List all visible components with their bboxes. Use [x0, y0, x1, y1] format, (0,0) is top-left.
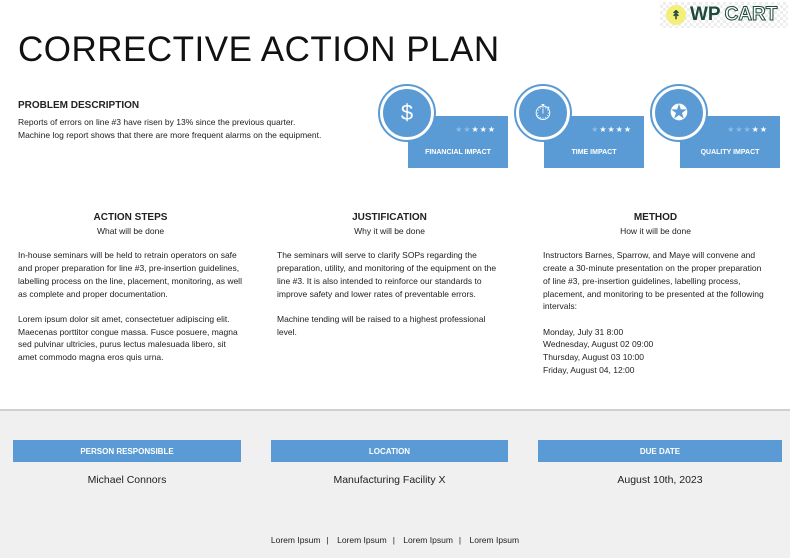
star-icon: ★: [479, 125, 488, 134]
star-icon: ★: [727, 125, 736, 134]
impact-rating: [591, 125, 632, 134]
logo-text-cart: CART: [724, 4, 778, 25]
footer-link[interactable]: Lorem Ipsum: [270, 535, 321, 545]
impact-rating: [455, 125, 496, 134]
person-responsible-value: Michael Connors: [87, 474, 167, 486]
column-paragraph: Machine tending will be raised to a highest professional level.: [277, 313, 486, 337]
impact-label: TIME IMPACT: [571, 149, 617, 156]
due-date-value: August 10th, 2023: [617, 474, 703, 486]
star-icon: ★: [471, 125, 480, 134]
star-icon: ★: [607, 125, 616, 134]
problem-text: [18, 116, 378, 142]
column-paragraph: Lorem ipsum dolor sit amet, consectetuer adipiscing elit. Maecenas porttitor congue massa. Fusce posuere, magna sed pulvinar ultricies, purus lectus malesuada libero, sit amet commodo magna eros quis urna.: [18, 313, 238, 363]
star-icon: ★: [743, 125, 752, 134]
impact-label: QUALITY IMPACT: [700, 149, 760, 156]
wpcart-logo: [660, 2, 788, 28]
column-title: METHOD: [633, 212, 678, 223]
star-icon: ★: [615, 125, 624, 134]
schedule-item: Wednesday, August 02 09:00: [543, 339, 654, 350]
footer-link[interactable]: Lorem Ipsum: [403, 535, 453, 545]
column-subtitle: Why it will be done: [354, 225, 425, 236]
star-icon: ★: [735, 125, 744, 134]
column-title: JUSTIFICATION: [352, 212, 427, 223]
stopwatch-icon: ⏱: [516, 86, 570, 140]
due-date-header: DUE DATE: [538, 440, 782, 462]
footer-links: Lorem Ipsum | Lorem Ipsum | Lorem Ipsum | Lorem Ipsum: [270, 535, 520, 545]
column-subtitle: What will be done: [96, 225, 165, 236]
location-header: LOCATION: [271, 440, 508, 462]
star-icon: ★: [455, 125, 464, 134]
chevron-logo-icon: ↟: [666, 5, 686, 25]
column-justification: [277, 212, 502, 351]
star-icon: ★: [751, 125, 760, 134]
schedule-item: Monday, July 31 8:00: [543, 326, 624, 337]
column-subtitle: How it will be done: [620, 225, 691, 236]
column-title: ACTION STEPS: [93, 212, 168, 223]
impact-card: [380, 86, 510, 168]
column-method: [543, 212, 768, 376]
column-paragraph: The seminars will serve to clarify SOPs regarding the preparation, utility, and monitoring of the equipment on the line #3. It is also intended to reinforce our standards to improve safety and lower rates of preventable errors.: [277, 250, 497, 299]
problem-title: PROBLEM DESCRIPTION: [18, 100, 140, 111]
column-action-steps: [18, 212, 243, 376]
star-icon: ★: [463, 125, 472, 134]
column-paragraph: In-house seminars will be held to retrain operators on safe and proper preparation for line #3, pre-insertion guidelines, labelling process on the line, placement, monitoring, as well as complete and proper documentation.: [18, 250, 242, 299]
footer-link[interactable]: Lorem Ipsum: [337, 535, 387, 545]
problem-line: Reports of errors on line #3 have risen by 13% since the previous quarter.: [18, 117, 296, 127]
logo-text-wp: WP: [690, 4, 721, 25]
star-icon: ★: [623, 125, 632, 134]
star-icon: ★: [599, 125, 608, 134]
footer-link[interactable]: Lorem Ipsum: [469, 535, 520, 545]
schedule-item: Thursday, August 03 10:00: [543, 352, 644, 363]
impact-rating: [727, 125, 768, 134]
location-value: Manufacturing Facility X: [333, 474, 446, 486]
impact-card: [652, 86, 782, 168]
impact-card: [516, 86, 646, 168]
column-paragraph: Instructors Barnes, Sparrow, and Maye will convene and create a 30-minute presentation on the proper preparation of line #3, pre-insertion guidelines, labelling process, placement, and monitoring to be presented at the following intervals:: [543, 250, 764, 312]
page-title: CORRECTIVE ACTION PLAN: [18, 30, 500, 69]
problem-line: Machine log report shows that there are more frequent alarms on the equipment.: [18, 130, 322, 140]
star-icon: ★: [487, 125, 496, 134]
schedule-item: Friday, August 04, 12:00: [543, 364, 635, 375]
money-bag-icon: $: [380, 86, 434, 140]
person-responsible-header: PERSON RESPONSIBLE: [13, 440, 241, 462]
star-icon: ★: [591, 125, 600, 134]
award-badge-icon: ✪: [652, 86, 706, 140]
star-icon: ★: [759, 125, 768, 134]
impact-label: FINANCIAL IMPACT: [425, 149, 491, 156]
